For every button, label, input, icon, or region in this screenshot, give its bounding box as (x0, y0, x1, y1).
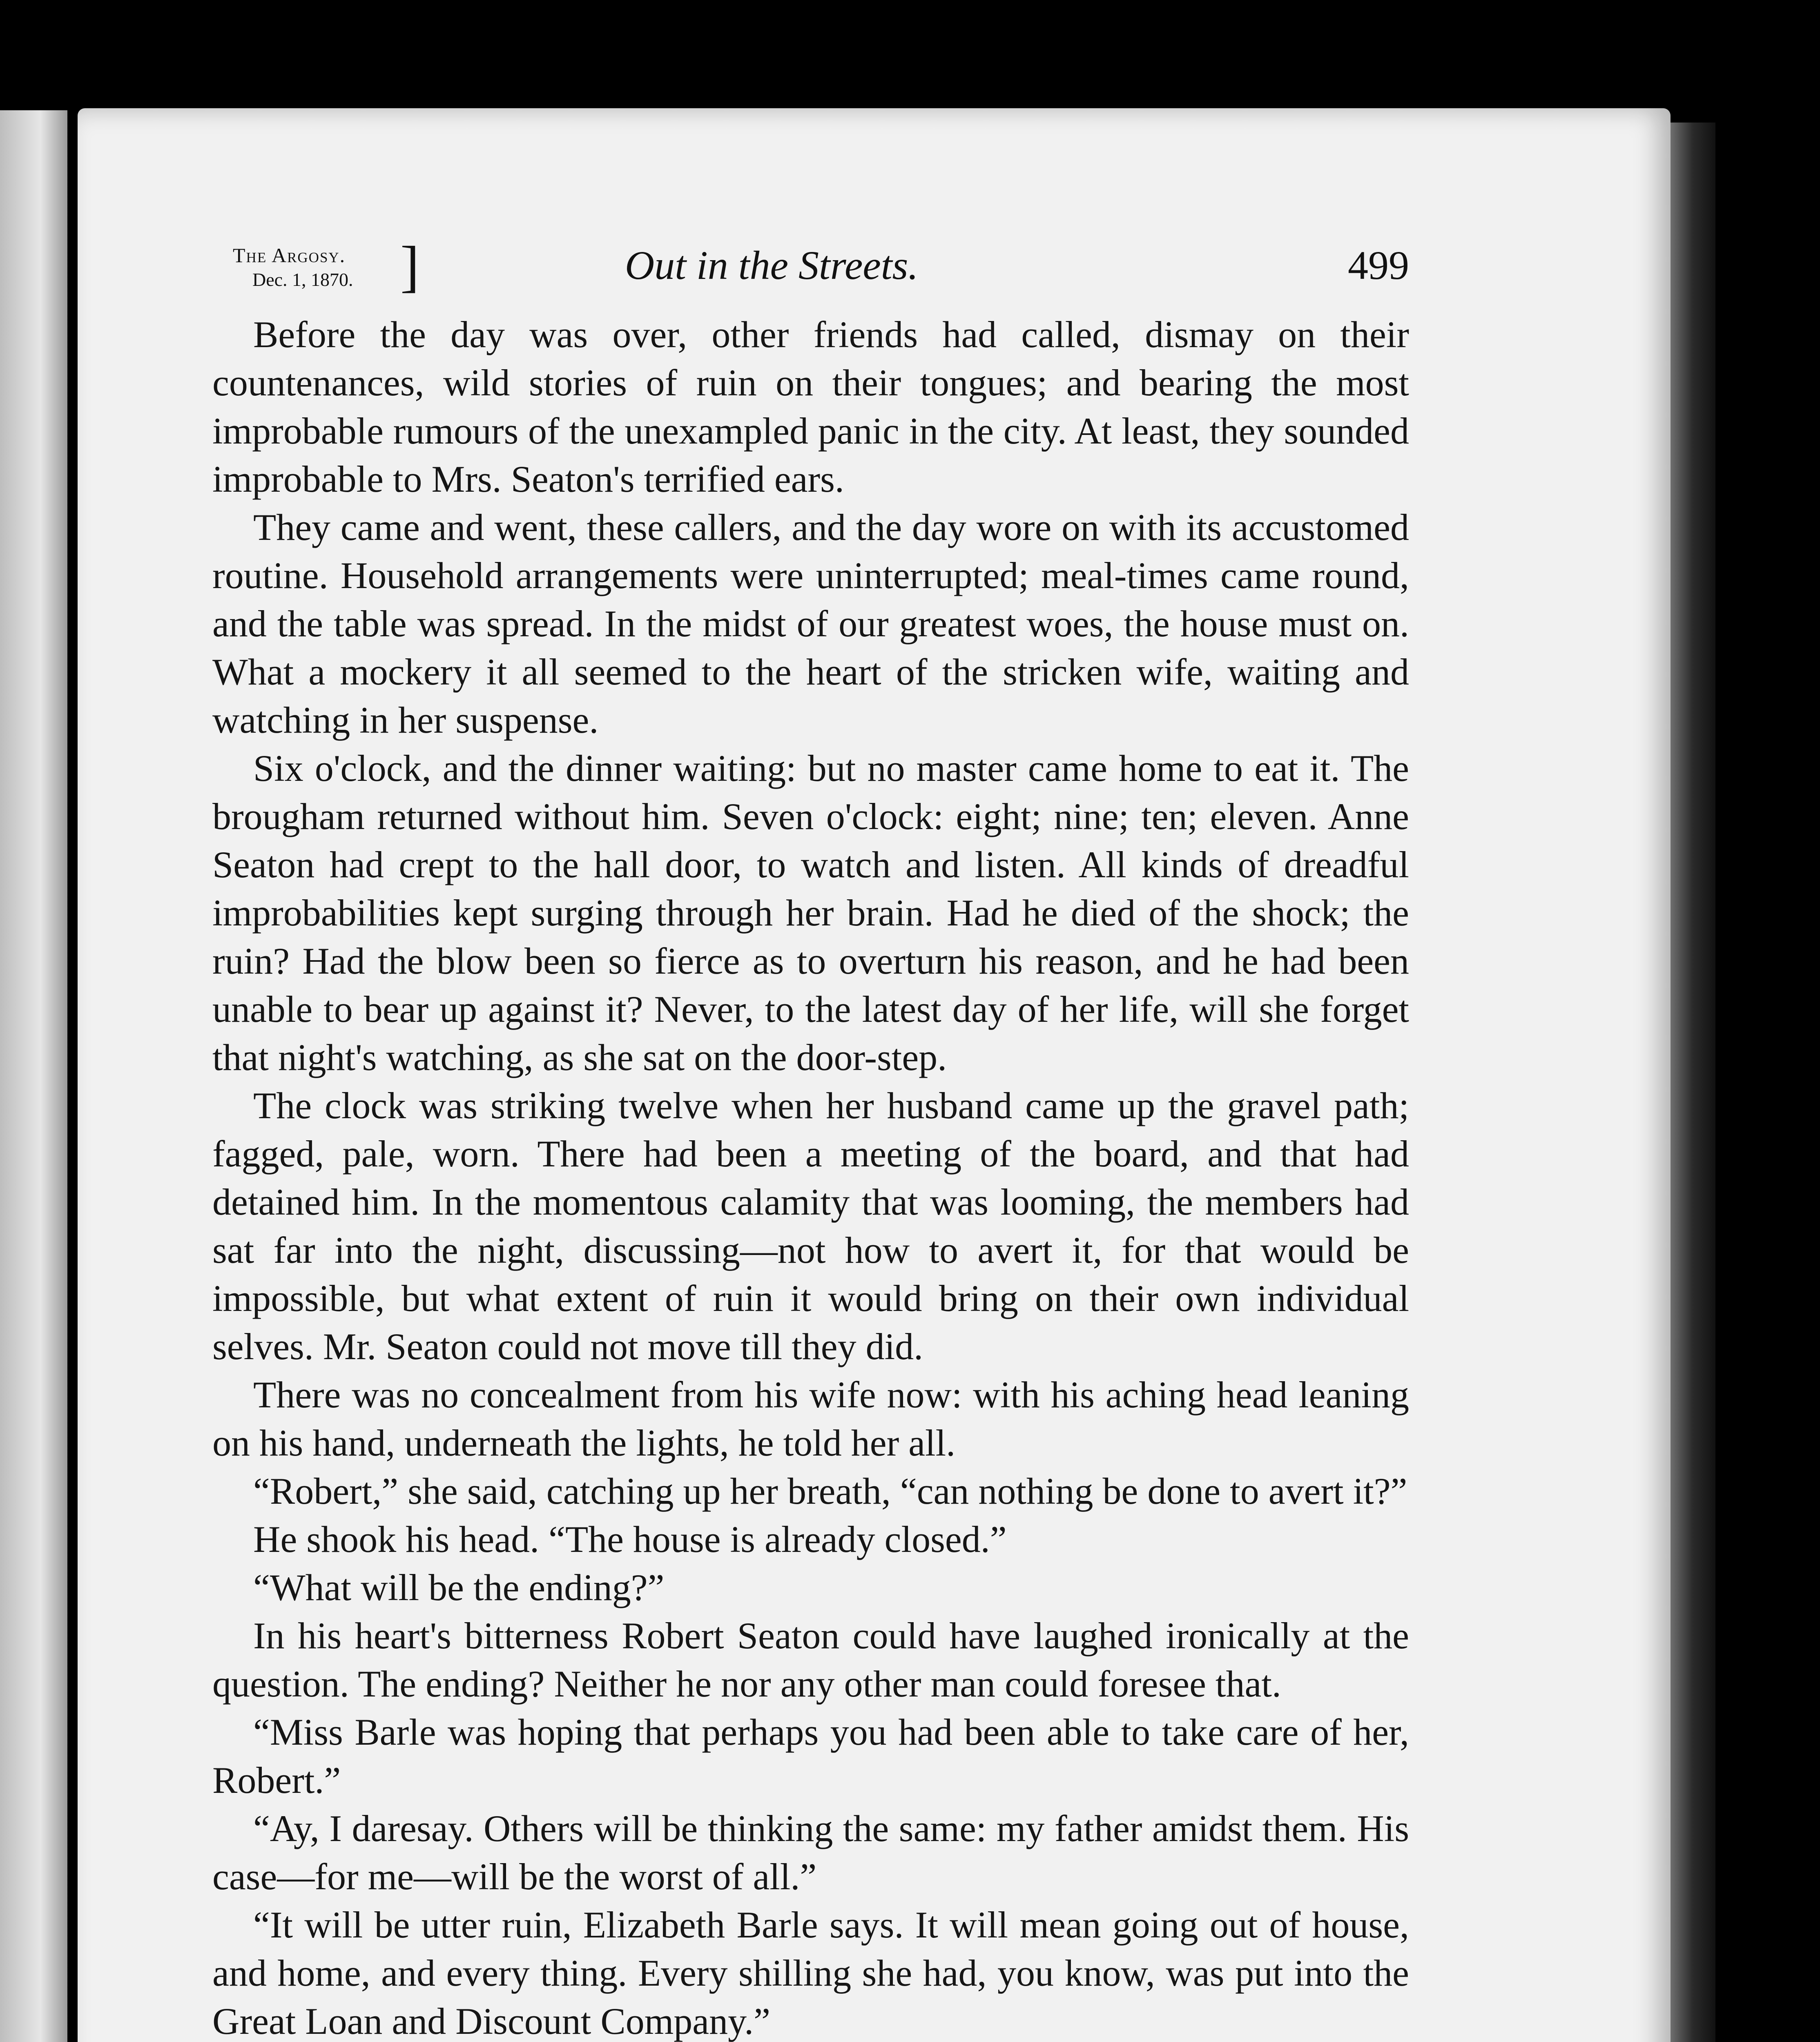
issue-date: Dec. 1, 1870. (252, 269, 353, 290)
paragraph: The clock was striking twelve when her husband came up the gravel path; fagged, pale, worn. There had been a meeting of the board, and that had detained him. In the momentous calamity that was looming, the members had sat far into the night, discussing—not how to avert it, for that would be impossible, but what extent of ruin it would bring on their own individual selves. Mr. Seaton could not move till they did. (212, 1085, 1409, 1367)
paragraph: He shook his head. “The house is already closed.” (253, 1518, 1007, 1560)
paragraph: “It will be utter ruin, Elizabeth Barle says. It will mean going out of house, and home, and every thing. Every shilling she had, you know, was put into the Great Loan and Discount Company.” (212, 1904, 1409, 2042)
paragraph: “What will be the ending?” (253, 1567, 665, 1608)
paragraph: There was no concealment from his wife now: with his aching head leaning on his hand, underneath the lights, he told her all. (212, 1374, 1409, 1464)
page-header (233, 235, 1409, 300)
paragraph: In his heart's bitterness Robert Seaton could have laughed ironically at the question. The ending? Neither he nor any other man could foresee that. (212, 1615, 1409, 1705)
paragraph: Before the day was over, other friends had called, dismay on their countenances, wild stories of ruin on their tongues; and bearing the most improbable rumours of the unexampled panic in the city. At least, they sounded improbable to Mrs. Seaton's terrified ears. (212, 314, 1409, 500)
paragraph: Six o'clock, and the dinner waiting: but no master came home to eat it. The brougham returned without him. Seven o'clock: eight; nine; ten; eleven. Anne Seaton had crept to the hall door, to watch and listen. All kinds of dreadful improbabilities kept surging through her brain. Had he died of the shock; the ruin? Had the blow been so fierce as to overturn his reason, and he had been unable to bear up against it? Never, to the latest day of her life, will she forget that night's watching, as she sat on the door-step. (212, 747, 1409, 1078)
paragraph: “Miss Barle was hoping that perhaps you had been able to take care of her, Robert.” (212, 1711, 1409, 1801)
paragraph: “Robert,” she said, catching up her breath, “can nothing be done to avert it?” (253, 1470, 1407, 1512)
body-text (212, 310, 1409, 2042)
facing-page-edge (0, 110, 67, 2042)
chapter-title: Out in the Streets. (625, 243, 919, 288)
publication-name: The Argosy. (233, 244, 346, 267)
page-number: 499 (1348, 243, 1409, 288)
paragraph: “Ay, I daresay. Others will be thinking the same: my father amidst them. His case—for me—will be the worst of all.” (212, 1808, 1409, 1897)
paragraph: They came and went, these callers, and the day wore on with its accustomed routine. Household arrangements were uninterrupted; meal-times came round, and the table was spread. In the midst of our greatest woes, the house must on. What a mockery it all seemed to the heart of the stricken wife, waiting and watching in her suspense. (212, 506, 1409, 741)
header-bracket: ] (400, 235, 419, 298)
page-shadow-edge (1671, 123, 1715, 2042)
